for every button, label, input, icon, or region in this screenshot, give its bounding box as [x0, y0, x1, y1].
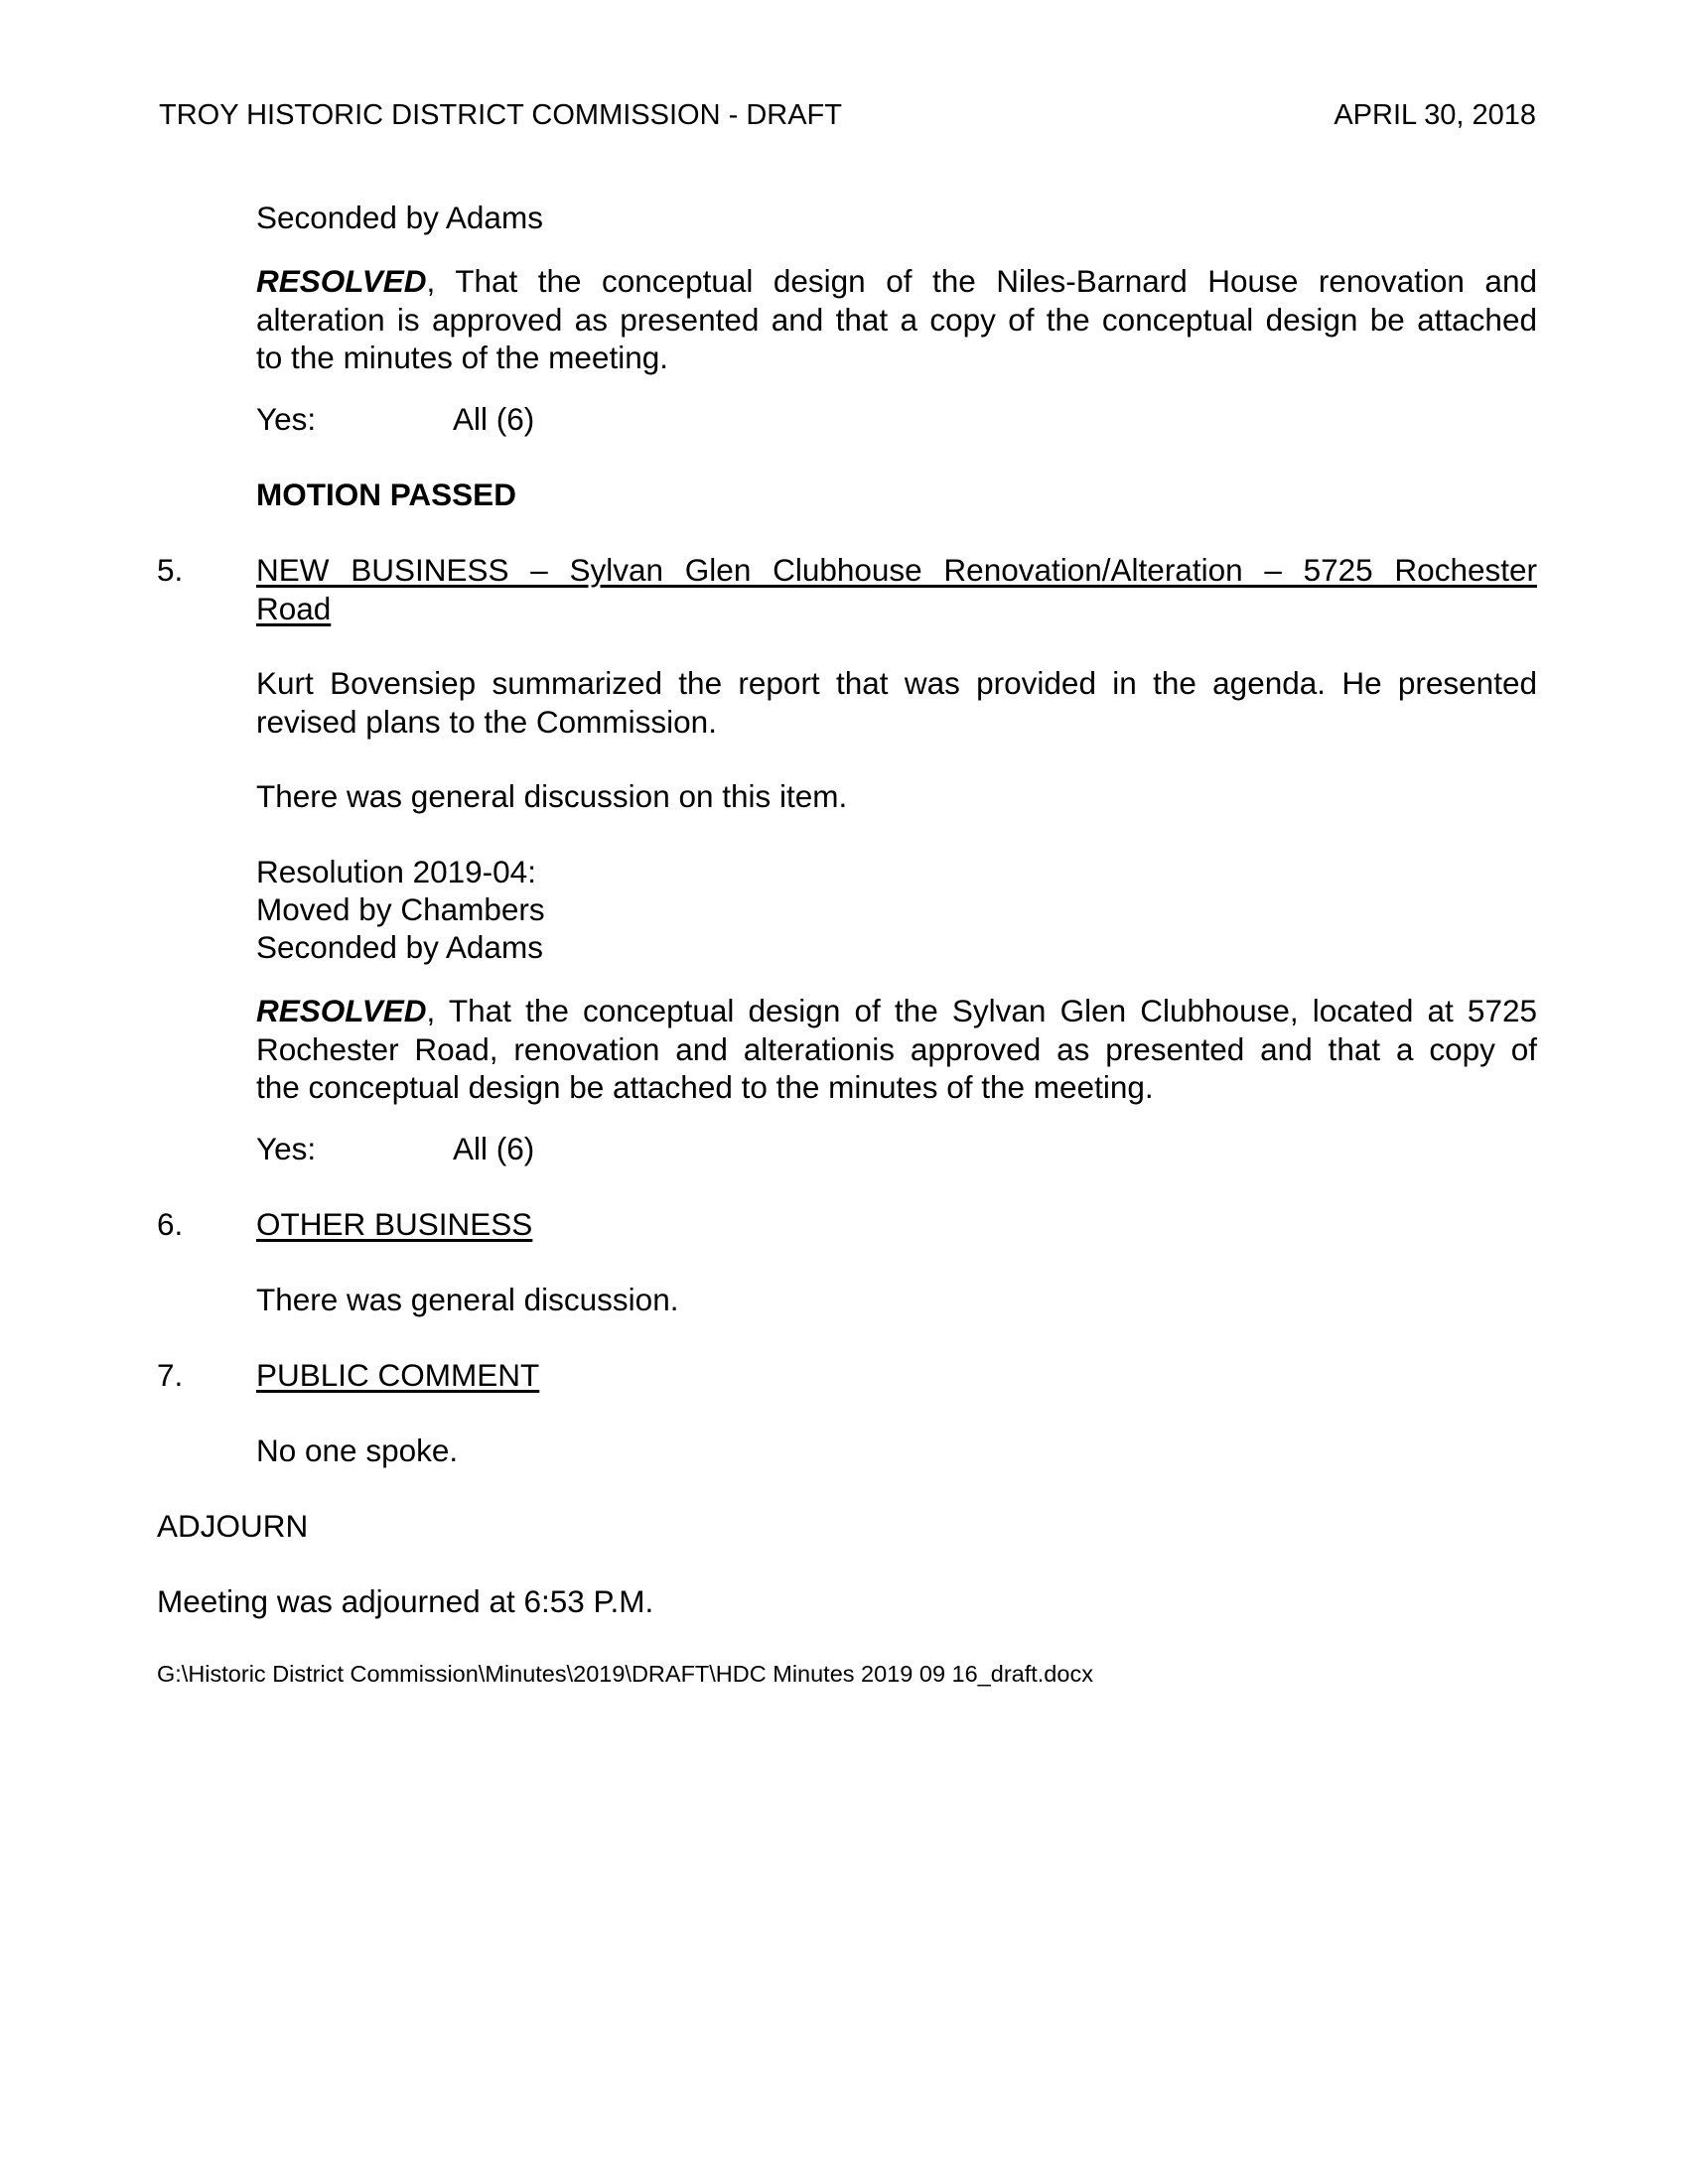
- item-5-discussion: There was general discussion on this item.: [256, 778, 848, 814]
- vote-label: Yes:: [256, 401, 317, 437]
- prior-seconded: Seconded by Adams: [256, 200, 543, 235]
- motion-passed: MOTION PASSED: [256, 477, 516, 512]
- item-6-text: There was general discussion.: [256, 1282, 679, 1317]
- item-5-summary-line-2: revised plans to the Commission.: [256, 703, 717, 740]
- prior-resolution-line-1: RESOLVED, That the conceptual design of the Niles-Barnard House renovation and: [256, 263, 1537, 299]
- resolved-keyword: RESOLVED: [256, 263, 427, 299]
- vote-value: All (6): [453, 1131, 535, 1166]
- adjourn-text: Meeting was adjourned at 6:53 P.M.: [157, 1583, 654, 1619]
- item-5-summary-line-1: Kurt Bovensiep summarized the report that was provided in the agenda. He presented: [256, 665, 1537, 701]
- item-7-number: 7.: [157, 1357, 184, 1393]
- prior-resolution-line-3: to the minutes of the meeting.: [256, 340, 668, 375]
- item-5-resolution-line-2: Rochester Road, renovation and alterationis approved as presented and that a copy of: [256, 1030, 1537, 1067]
- item-7-text: No one spoke.: [256, 1433, 459, 1468]
- resolved-keyword: RESOLVED: [256, 993, 427, 1028]
- item-6-heading: OTHER BUSINESS: [256, 1206, 533, 1242]
- item-5-resolution-number: Resolution 2019-04:: [256, 854, 536, 889]
- item-5-number: 5.: [157, 552, 184, 588]
- vote-value: All (6): [453, 401, 535, 437]
- item-5-heading-line-1: NEW BUSINESS – Sylvan Glen Clubhouse Renovation/Alteration – 5725 Rochester: [256, 552, 1537, 588]
- item-7-heading: PUBLIC COMMENT: [256, 1357, 540, 1393]
- item-5-vote: [256, 1130, 535, 1168]
- adjourn-heading: ADJOURN: [157, 1508, 309, 1544]
- item-5-resolution-line-3: the conceptual design be attached to the minutes of the meeting.: [256, 1069, 1154, 1105]
- item-5-moved: Moved by Chambers: [256, 891, 545, 927]
- header-title: TROY HISTORIC DISTRICT COMMISSION - DRAFT: [159, 99, 842, 131]
- vote-label: Yes:: [256, 1131, 317, 1166]
- item-5-heading: [256, 551, 1537, 627]
- header-date: APRIL 30, 2018: [1334, 99, 1536, 131]
- item-5-seconded: Seconded by Adams: [256, 929, 543, 965]
- footer-file-path: G:\Historic District Commission\Minutes\2019\DRAFT\HDC Minutes 2019 09 16_draft.docx: [157, 1661, 1093, 1687]
- item-5-summary: [256, 664, 1537, 741]
- item-6-number: 6.: [157, 1206, 184, 1242]
- prior-resolution-text: [256, 262, 1537, 377]
- item-5-heading-line-2: Road: [256, 590, 332, 626]
- item-5-resolution-text: [256, 992, 1537, 1107]
- prior-resolution-line-2: alteration is approved as presented and that a copy of the conceptual design be attached: [256, 301, 1537, 338]
- item-5-resolution-line-1: RESOLVED, That the conceptual design of the Sylvan Glen Clubhouse, located at 5725: [256, 993, 1537, 1028]
- prior-vote: [256, 400, 535, 439]
